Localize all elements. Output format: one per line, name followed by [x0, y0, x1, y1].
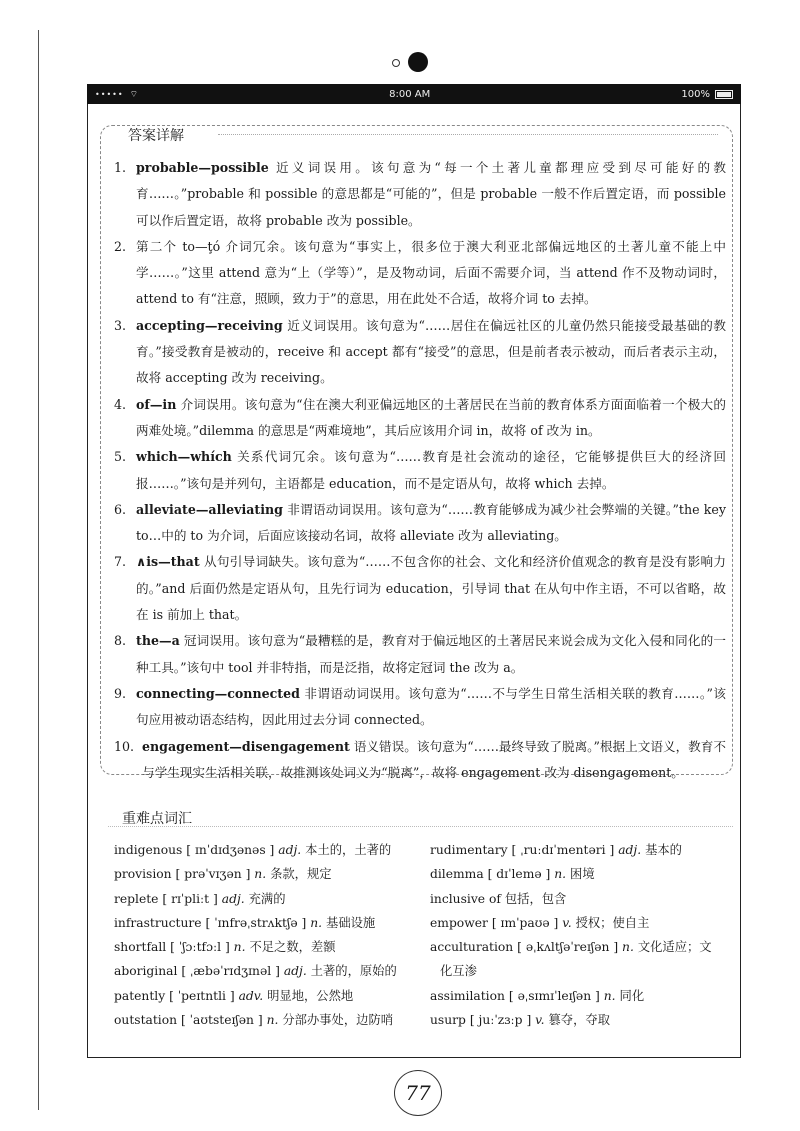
answer-explanation: 近义词误用。该句意为“每一个土著儿童都理应受到尽可能好的教育……。”probable 和 possible 的意思都是“可能的”，但是 probable 一般不作后置定语，而 possible 可以作后置定语，故将 probable 改为 possible。	[136, 160, 726, 228]
vocab-pos: adj.	[278, 843, 302, 857]
vocab-entry	[430, 887, 730, 911]
answer-text	[136, 155, 726, 234]
sensor-icon	[392, 59, 400, 67]
vocab-ipa: [ juːˈzɜːp ]	[469, 1013, 532, 1028]
vocab-def: 文化适应；文	[637, 940, 712, 955]
vocab-entry	[114, 984, 424, 1008]
vocab-word: provision	[114, 867, 172, 882]
vocab-def: 困境	[570, 867, 595, 882]
answer-number: 6.	[114, 501, 127, 517]
vocab-def: 本土的，土著的	[305, 843, 392, 857]
vocab-ipa: [ rɪˈpliːt ]	[162, 891, 218, 906]
vocab-word: inclusive of	[430, 891, 501, 906]
vocab-ipa: [ ɪmˈpaʊə ]	[491, 915, 559, 930]
answer-item	[114, 392, 726, 445]
vocab-ipa: [ ˌæbəˈrɪdʒɪnəl ]	[181, 964, 280, 979]
vocab-ipa: [ ˈpeɪtntli ]	[169, 988, 235, 1003]
vocab-pos: adj.	[283, 964, 307, 979]
answer-text	[136, 234, 726, 313]
answer-text	[136, 313, 726, 392]
answer-keyword: alleviate—alleviating	[136, 501, 283, 517]
vocab-ipa: [ ɪnˈdɪdʒənəs ]	[186, 843, 275, 857]
camera-icon	[408, 52, 428, 72]
answer-explanation: 介词误用。该句意为“住在澳大利亚偏远地区的土著居民在当前的教育体系方面面临着一个极大的两难处境。”dilemma 的意思是“两难境地”，其后应该用介词 in，故将 of 改为 in。	[136, 396, 726, 438]
answer-keyword: probable—possible	[136, 160, 269, 175]
answer-number: 9.	[114, 685, 127, 701]
answer-explanation: 冠词误用。该句意为“最糟糕的是，教育对于偏远地区的土著居民来说会成为文化入侵和同化的一种工具。”该句中 tool 并非特指，而是泛指，故将定冠词 the 改为 a。	[136, 633, 726, 675]
vocab-def: 不足之数，差额	[249, 940, 336, 955]
vocab-pos: n.	[622, 940, 634, 955]
vocab-word: infrastructure	[114, 915, 202, 930]
answer-keyword: the—a	[136, 633, 180, 649]
vocab-entry	[430, 1008, 730, 1032]
vocab-word: rudimentary	[430, 843, 508, 857]
vocab-entry	[430, 838, 730, 862]
answer-explanation: 非谓语动词误用。该句意为“……不与学生日常生活相关联的教育……。”该句应用被动语态结构，因此用过去分词 connected。	[136, 685, 726, 728]
answer-item	[114, 444, 726, 497]
vocab-word: shortfall	[114, 940, 167, 955]
vocab-entry	[114, 911, 424, 935]
vocab-pos: n.	[554, 867, 567, 882]
vocab-section-title: 重难点词汇	[122, 811, 192, 827]
answer-list	[114, 155, 726, 786]
answer-keyword: which—whích	[136, 449, 232, 465]
vocab-pos: n.	[310, 915, 323, 930]
vocab-word: empower	[430, 915, 488, 930]
vocab-def: 土著的，原始的	[310, 964, 397, 979]
vocab-divider	[108, 826, 733, 827]
vocab-def: 包括，包含	[504, 891, 567, 906]
answer-keyword: accepting—receiving	[136, 317, 283, 333]
answer-item	[114, 234, 726, 313]
vocab-ipa: [ ˈaʊtsteɪʃən ]	[180, 1013, 263, 1028]
vocab-def: 充满的	[248, 891, 286, 906]
vocab-word: replete	[114, 891, 159, 906]
vocab-def: 同化	[619, 988, 645, 1003]
vocab-def: 明显地，公然地	[267, 988, 354, 1003]
vocab-def: 条款，规定	[270, 867, 332, 882]
wifi-icon: ⌔	[129, 89, 139, 100]
signal-icon: •••••	[95, 89, 124, 99]
vocab-entry	[114, 1008, 424, 1032]
vocab-ipa: [ əˌsɪmɪˈleɪʃən ]	[508, 988, 600, 1003]
vocab-ipa: [ əˌkʌltʃəˈreɪʃən ]	[517, 940, 619, 955]
vocab-def: 化互渗	[440, 964, 477, 979]
vocab-entry	[114, 959, 424, 983]
vocab-word: usurp	[430, 1013, 466, 1028]
answer-explanation: 近义词误用。该句意为“……居住在偏远社区的儿童仍然只能接受最基础的教育。”接受教育是被动的，receive 和 accept 都有“接受”的意思，但是前者表示被动，而后者表示主动，故将 accepting 改为 receiving。	[136, 317, 726, 386]
answer-number: 8.	[114, 633, 127, 649]
answer-number: 2.	[114, 238, 127, 254]
vocab-def: 基本的	[645, 843, 682, 857]
vocab-entry	[114, 887, 424, 911]
vocab-ipa: [ prəˈvɪʒən ]	[175, 867, 251, 882]
vocab-ipa: [ ˈʃɔːtfɔːl ]	[170, 940, 230, 955]
answer-item	[114, 549, 726, 628]
answer-number: 1.	[114, 160, 127, 175]
vocab-pos: v.	[535, 1013, 545, 1028]
page-number: 77	[394, 1070, 442, 1116]
answer-explanation: 非谓语动词误用。该句意为“……教育能够成为减少社会弊端的关键。”the key to…中的 to 为介词，后面应该接动名词，故将 alleviate 改为 alleviating。	[136, 501, 726, 544]
vocab-pos: adj.	[221, 891, 245, 906]
answer-text	[136, 681, 726, 734]
vocab-def: 基础设施	[326, 915, 376, 930]
answer-text	[136, 497, 726, 550]
answer-item	[114, 628, 726, 681]
answer-explanation: 语义错误。该句意为“……最终导致了脱离。”根据上文语义，教育不与学生现实生活相关联，故推测该处词义为“脱离”，故将 engagement 改为 disengagement。	[142, 738, 726, 780]
vocab-pos: n.	[603, 988, 616, 1003]
vocab-ipa: [ ˌruːdɪˈmentəri ]	[511, 843, 615, 857]
vocab-entry	[430, 862, 730, 886]
vocab-word: dilemma	[430, 867, 484, 882]
answer-item	[114, 155, 726, 234]
answer-text	[136, 392, 726, 445]
vocab-def: 篡夺，夺取	[548, 1013, 610, 1028]
answer-number: 7.	[114, 554, 127, 570]
answer-item	[114, 681, 726, 734]
answer-section-title: 答案详解	[128, 128, 184, 144]
answer-keyword: of—in	[136, 396, 177, 412]
title-divider	[218, 134, 718, 135]
vocab-entry	[114, 838, 424, 862]
vocab-ipa: [ ˈɪnfrəˌstrʌktʃə ]	[205, 915, 307, 930]
vocab-word: aboriginal	[114, 964, 178, 979]
vocab-entry	[114, 862, 424, 886]
answer-number: 10.	[114, 738, 135, 754]
vocab-word: acculturation	[430, 940, 514, 955]
answer-item	[114, 497, 726, 550]
vocab-pos: n.	[254, 867, 267, 882]
answer-text	[136, 549, 726, 628]
vocab-entry	[114, 935, 424, 959]
status-bar	[87, 84, 741, 104]
battery-icon	[715, 90, 733, 99]
answer-item	[114, 313, 726, 392]
vocab-def: 授权；使自主	[575, 915, 650, 930]
vocab-pos: adj.	[618, 843, 642, 857]
answer-keyword: engagement—disengagement	[142, 738, 350, 754]
vocab-entry	[430, 911, 730, 935]
answer-number: 3.	[114, 317, 127, 333]
vocab-word: assimilation	[430, 988, 505, 1003]
binding-rule	[38, 30, 39, 1110]
vocab-word: patently	[114, 988, 166, 1003]
answer-item	[114, 734, 726, 787]
answer-text	[136, 628, 726, 681]
vocab-def: 分部办事处，边防哨	[282, 1013, 394, 1028]
answer-explanation: 关系代词冗余。该句意为“……教育是社会流动的途径，它能够提供巨大的经济回报……。”该句是并列句，主语都是 education，而不是定语从句，故将 which 去掉。	[136, 449, 726, 491]
battery-percent: 100%	[681, 88, 710, 100]
answer-explanation: 从句引导词缺失。该句意为“……不包含你的社会、文化和经济价值观念的教育是没有影响力的。”and 后面仍然是定语从句，且先行词为 education，引导词 that 在从句中作主语，不可以省略，故在 is 前加上 that。	[136, 554, 726, 623]
vocab-pos: v.	[562, 915, 572, 930]
vocab-word: outstation	[114, 1013, 178, 1028]
answer-text	[136, 444, 726, 497]
vocab-entry	[430, 935, 730, 959]
vocab-entry	[430, 984, 730, 1008]
vocab-pos: adv.	[238, 988, 264, 1003]
answer-number: 5.	[114, 449, 127, 465]
answer-text	[142, 734, 726, 787]
vocab-pos: n.	[233, 940, 246, 955]
vocab-pos: n.	[266, 1013, 279, 1028]
answer-keyword: connecting—connected	[136, 685, 300, 701]
vocab-word: indigenous	[114, 843, 183, 857]
vocab-column-right	[430, 838, 730, 1032]
answer-explanation: 第二个 to—ţó 介词冗余。该句意为“事实上，很多位于澳大利亚北部偏远地区的土著儿童不能上中学……。”这里 attend 意为“上（学等）”，是及物动词，后面不需要介词，当 attend 作不及物动词时，attend to 有“注意，照顾，致力于”的意思，用在此处不合适，故将介词 to 去掉。	[136, 238, 726, 307]
answer-number: 4.	[114, 396, 127, 412]
status-time: 8:00 AM	[389, 88, 431, 100]
vocab-entry-continued	[430, 959, 730, 983]
answer-keyword: ∧is—that	[136, 554, 200, 570]
vocab-ipa: [ dɪˈlemə ]	[487, 867, 551, 882]
vocab-column-left	[114, 838, 424, 1032]
